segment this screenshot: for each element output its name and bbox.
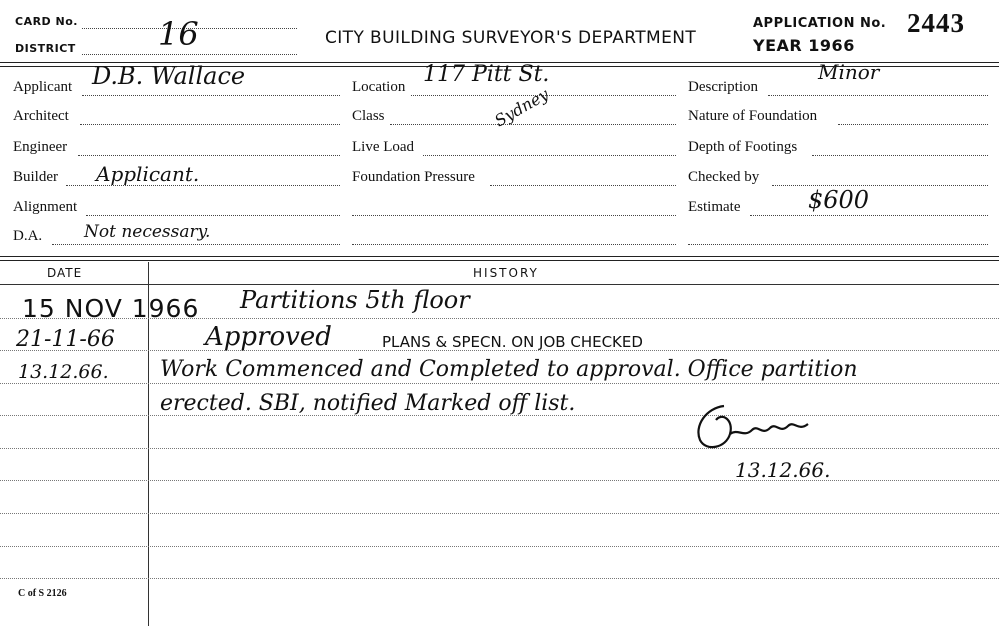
builder-value: Applicant. [96, 162, 200, 186]
architect-line [80, 124, 340, 125]
year-label: YEAR 1966 [753, 36, 855, 55]
section-rule-bottom [0, 260, 999, 261]
live-load-label: Live Load [352, 139, 415, 155]
plans-checked-stamp: PLANS & SPECN. ON JOB CHECKED [382, 333, 643, 351]
builder-label: Builder [13, 169, 58, 185]
live-load-line [423, 155, 676, 156]
location-label: Location [352, 79, 406, 95]
district-line [82, 54, 297, 55]
entry-date-2: 21-11-66 [16, 327, 115, 352]
district-label: DISTRICT [15, 42, 76, 55]
depth-footings-line [812, 155, 988, 156]
estimate-label: Estimate [688, 199, 741, 215]
form-code: C of S 2126 [18, 588, 67, 599]
engineer-line [78, 155, 340, 156]
architect-label: Architect [13, 108, 69, 124]
foundation-pressure-line [490, 185, 676, 186]
application-no-label: APPLICATION No. [753, 16, 887, 31]
history-line-6 [0, 480, 999, 481]
history-column-header: HISTORY [473, 266, 539, 280]
alignment-line [86, 215, 340, 216]
location-value: 117 Pitt St. [423, 62, 550, 87]
da-value: Not necessary. [84, 222, 211, 242]
application-no-value: 2443 [907, 8, 965, 38]
description-value: Minor [818, 60, 880, 84]
estimate-line [750, 215, 988, 216]
da-line [52, 244, 340, 245]
district-value: 16 [158, 15, 199, 53]
nature-foundation-line [838, 124, 988, 125]
history-line-7 [0, 513, 999, 514]
entry-text-2: Approved [205, 322, 332, 352]
entry-date-stamp: 15 NOV 1966 [22, 294, 200, 323]
section-rule-top [0, 256, 999, 257]
engineer-label: Engineer [13, 139, 68, 155]
history-line-8 [0, 546, 999, 547]
blank-line-col2-a [352, 215, 676, 216]
department-title: CITY BUILDING SURVEYOR'S DEPARTMENT [325, 28, 697, 48]
applicant-label: Applicant [13, 79, 73, 95]
alignment-label: Alignment [13, 199, 78, 215]
checked-by-line [772, 185, 988, 186]
blank-line-col2-b [352, 244, 676, 245]
applicant-value: D.B. Wallace [92, 62, 246, 90]
history-header-rule [0, 284, 999, 285]
entry-text-4: erected. SBI, notified Marked off list. [160, 391, 576, 416]
da-label: D.A. [13, 228, 43, 244]
estimate-value: $600 [808, 186, 870, 214]
date-column-header: DATE [47, 266, 83, 280]
applicant-line [82, 95, 340, 96]
description-line [768, 95, 988, 96]
depth-footings-label: Depth of Footings [688, 139, 798, 155]
signature-date: 13.12.66. [735, 458, 831, 482]
class-line [390, 124, 676, 125]
entry-text-1: Partitions 5th floor [240, 286, 470, 314]
class-value: Sydney [491, 84, 552, 131]
history-line-5 [0, 448, 999, 449]
entry-text-3: Work Commenced and Completed to approval. Office partition [160, 357, 858, 382]
history-line-3 [0, 383, 999, 384]
checked-by-label: Checked by [688, 169, 760, 185]
description-label: Description [688, 79, 758, 95]
entry-date-3: 13.12.66. [18, 361, 109, 383]
foundation-pressure-label: Foundation Pressure [352, 169, 475, 185]
officer-signature [686, 398, 826, 460]
nature-foundation-label: Nature of Foundation [688, 108, 818, 124]
card-no-label: CARD No. [15, 15, 78, 28]
blank-line-col3 [688, 244, 988, 245]
history-line-9 [0, 578, 999, 579]
class-label: Class [352, 108, 385, 124]
